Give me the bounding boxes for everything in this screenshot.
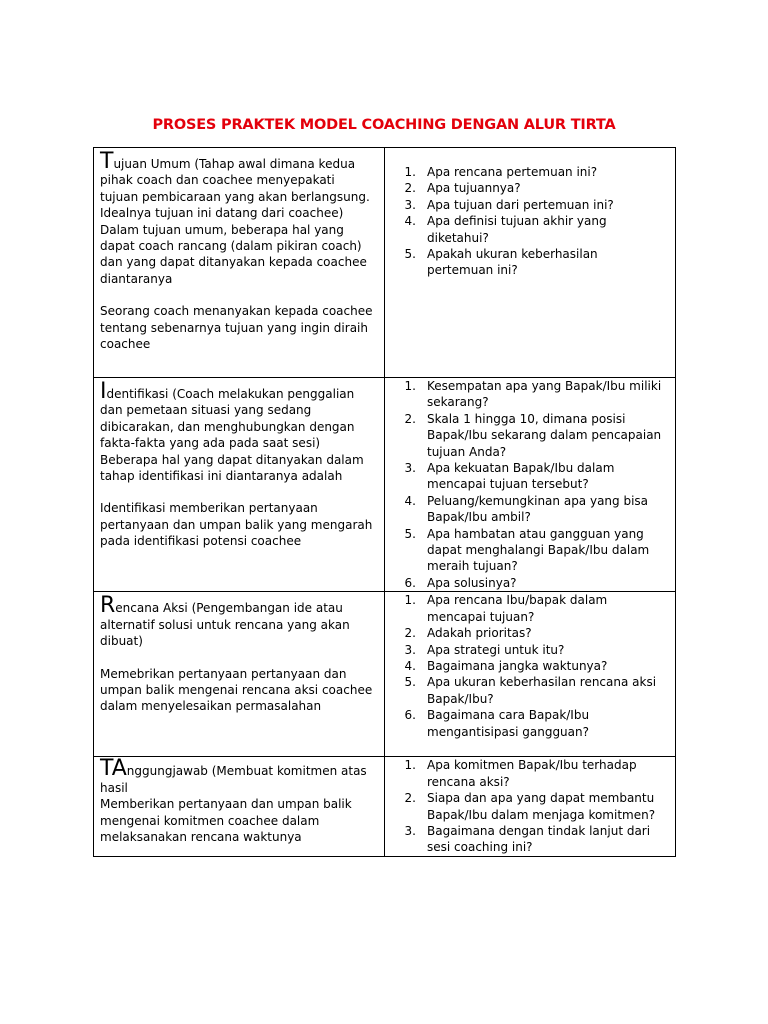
list-item: 3. Bagaimana dengan tindak lanjut dari sesi coaching ini? <box>404 823 651 855</box>
stage-note: Seorang coach menanyakan kepada coachee tentang sebenarnya tujuan yang ingin diraih coachee <box>100 304 373 352</box>
stage-cell <box>94 592 385 757</box>
stage-description: TAnggungjawab (Membuat komitmen atas hasil <box>100 756 367 795</box>
stage-initial: TA <box>100 756 127 782</box>
table-row-tujuan <box>94 148 676 378</box>
question-list <box>385 757 675 855</box>
stage-description: Identifikasi (Coach melakukan penggalian dan pemetaan situasi yang sedang dibicarakan, dan menghubungkan dengan fakta-fakta yang ada pada saat sesi) Beberapa hal yang dapat ditanyakan dalam tahap identifikasi ini diantaranya adalah <box>100 379 364 484</box>
question-list <box>385 378 675 591</box>
list-item: 5. Apakah ukuran keberhasilan pertemuan ini? <box>404 247 598 278</box>
list-item: 2. Skala 1 hingga 10, dimana posisi Bapak/Ibu sekarang dalam pencapaian tujuan Anda? <box>404 411 662 459</box>
tirta-table <box>93 147 676 857</box>
list-item: 3. Apa kekuatan Bapak/Ibu dalam mencapai tujuan tersebut? <box>404 461 615 492</box>
list-item: 4. Apa definisi tujuan akhir yang diketahui? <box>404 214 607 245</box>
list-item: 3. Apa strategi untuk itu? <box>404 642 565 657</box>
list-item: 5. Apa hambatan atau gangguan yang dapat menghalangi Bapak/Ibu dalam meraih tujuan? <box>404 526 650 574</box>
questions-cell <box>385 148 676 378</box>
stage-initial: R <box>100 593 116 619</box>
questions-cell <box>385 592 676 757</box>
stage-description: Rencana Aksi (Pengembangan ide atau alternatif solusi untuk rencana yang akan dibuat) <box>100 593 350 649</box>
stage-cell <box>94 378 385 592</box>
list-item: 3. Apa tujuan dari pertemuan ini? <box>404 197 614 212</box>
list-item: 4. Bagaimana jangka waktunya? <box>404 658 608 673</box>
list-item: 4. Peluang/kemungkinan apa yang bisa Bapak/Ibu ambil? <box>404 493 649 525</box>
stage-cell <box>94 757 385 856</box>
table-row-tanggungjawab <box>94 757 676 856</box>
stage-note: Memebrikan pertanyaan pertanyaan dan umpan balik mengenai rencana aksi coachee dalam menyelesaikan permasalahan <box>100 666 373 714</box>
list-item: 5. Apa ukuran keberhasilan rencana aksi Bapak/Ibu? <box>404 675 657 706</box>
list-item: 1. Kesempatan apa yang Bapak/Ibu miliki sekarang? <box>404 379 662 410</box>
question-list <box>385 592 675 740</box>
questions-cell <box>385 378 676 592</box>
table-row-identifikasi <box>94 378 676 592</box>
stage-note: Memberikan pertanyaan dan umpan balik mengenai komitmen coachee dalam melaksanakan rencana waktunya <box>100 797 352 844</box>
questions-cell <box>385 757 676 856</box>
stage-cell <box>94 148 385 378</box>
list-item: 6. Apa solusinya? <box>404 575 517 590</box>
stage-description: Tujuan Umum (Tahap awal dimana kedua pihak coach dan coachee menyepakati tujuan pembicaraan yang akan berlangsung. Idealnya tujuan ini datang dari coachee) Dalam tujuan umum, beberapa hal yang dapat coach rancang (dalam pikiran coach) dan yang dapat ditanyakan kepada coachee diantaranya <box>100 149 370 286</box>
document-title: PROSES PRAKTEK MODEL COACHING DENGAN ALUR TIRTA <box>152 117 616 133</box>
stage-note: Identifikasi memberikan pertanyaan pertanyaan dan umpan balik yang mengarah pada identifikasi potensi coachee <box>100 501 373 549</box>
list-item: 2. Adakah prioritas? <box>404 626 532 641</box>
question-list <box>385 164 675 279</box>
stage-initial: I <box>100 379 107 404</box>
table-row-rencana-aksi <box>94 592 676 757</box>
list-item: 2. Siapa dan apa yang dapat membantu Bapak/Ibu dalam menjaga komitmen? <box>404 791 656 822</box>
list-item: 1. Apa komitmen Bapak/Ibu terhadap rencana aksi? <box>404 758 637 789</box>
list-item: 6. Bagaimana cara Bapak/Ibu mengantisipasi gangguan? <box>404 708 590 739</box>
list-item: 1. Apa rencana Ibu/bapak dalam mencapai tujuan? <box>404 593 608 624</box>
stage-initial: T <box>100 149 114 174</box>
list-item: 2. Apa tujuannya? <box>404 181 521 196</box>
list-item: 1. Apa rencana pertemuan ini? <box>404 165 598 179</box>
